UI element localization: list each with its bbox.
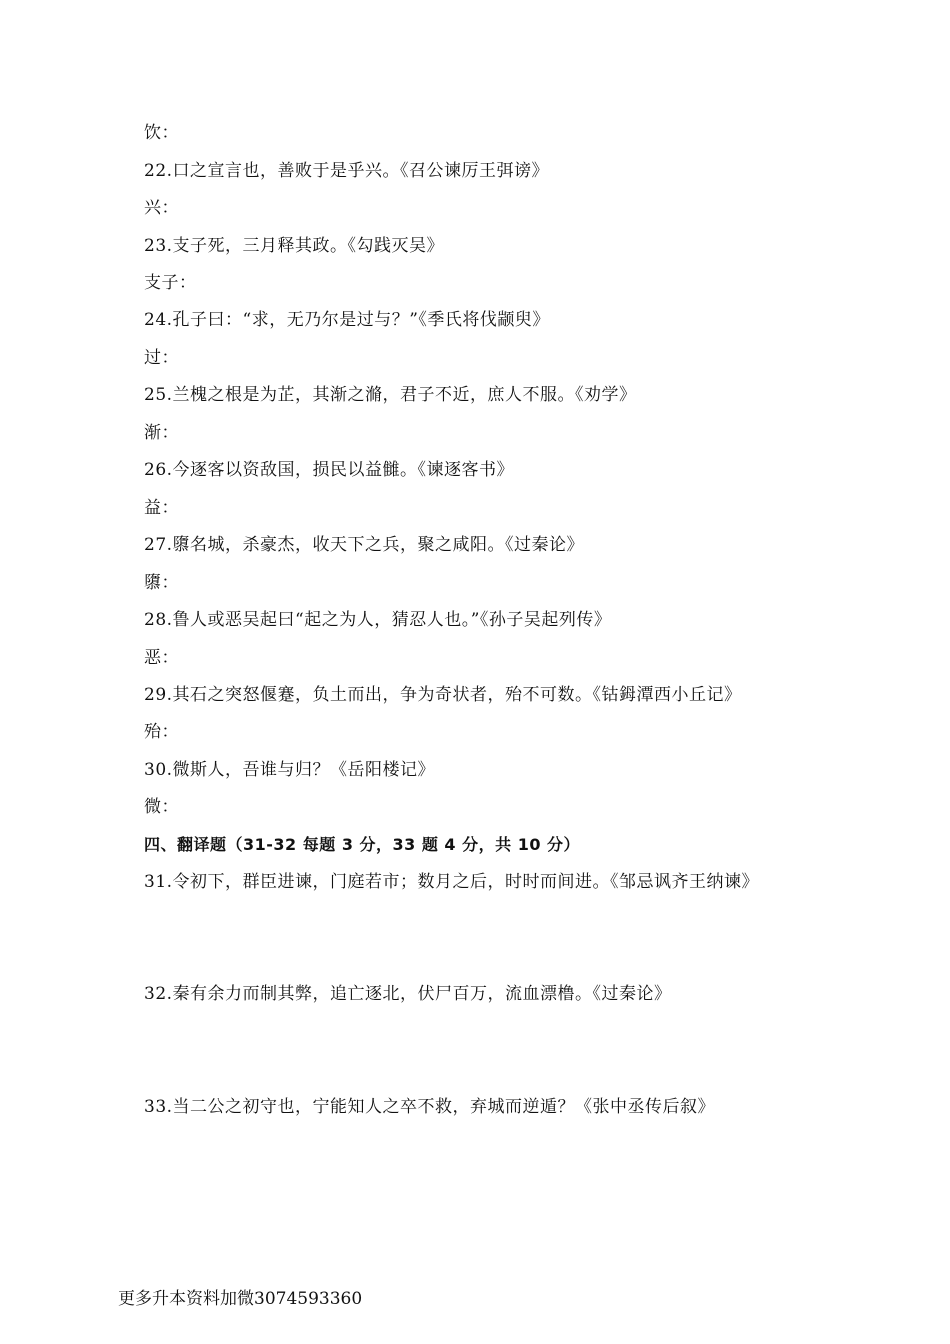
answer-blank-dai: 殆： bbox=[144, 722, 179, 742]
question-22: 22.口之宣言也，善败于是乎兴。《召公谏厉王弭谤》 bbox=[144, 161, 550, 181]
question-24: 24.孔子曰：“求，无乃尔是过与？”《季氏将伐颛臾》 bbox=[144, 310, 550, 330]
question-26: 26.今逐客以资敌国，损民以益雠。《谏逐客书》 bbox=[144, 460, 515, 480]
answer-blank-yi: 益： bbox=[144, 498, 179, 518]
answer-blank-yin: 饮： bbox=[144, 123, 179, 143]
question-33: 33.当二公之初守也，宁能知人之卒不救，弃城而逆遁？《张中丞传后叙》 bbox=[144, 1097, 716, 1117]
question-23: 23.支子死，三月释其政。《勾践灭吴》 bbox=[144, 236, 445, 256]
question-27: 27.隳名城，杀豪杰，收天下之兵，聚之咸阳。《过秦论》 bbox=[144, 535, 585, 555]
answer-blank-xing: 兴： bbox=[144, 198, 179, 218]
question-32: 32.秦有余力而制其弊，追亡逐北，伏尸百万，流血漂橹。《过秦论》 bbox=[144, 984, 672, 1004]
answer-blank-wei: 微： bbox=[144, 797, 179, 817]
answer-blank-zhizi: 支子： bbox=[144, 273, 197, 293]
answer-blank-guo: 过： bbox=[144, 348, 179, 368]
section-heading-translation: 四、翻译题（31-32 每题 3 分，33 题 4 分，共 10 分） bbox=[144, 835, 581, 854]
answer-blank-hui: 隳： bbox=[144, 573, 179, 593]
question-25: 25.兰槐之根是为芷，其渐之滫，君子不近，庶人不服。《劝学》 bbox=[144, 385, 637, 405]
question-31: 31.令初下，群臣进谏，门庭若市；数月之后，时时而间进。《邹忌讽齐王纳谏》 bbox=[144, 872, 760, 892]
footer-note: 更多升本资料加微3074593360 bbox=[118, 1289, 363, 1309]
question-30: 30.微斯人，吾谁与归？《岳阳楼记》 bbox=[144, 760, 436, 780]
answer-blank-wu: 恶： bbox=[144, 648, 179, 668]
question-29: 29.其石之突怒偃蹇，负土而出，争为奇状者，殆不可数。《钴鉧潭西小丘记》 bbox=[144, 685, 742, 705]
question-28: 28.鲁人或恶吴起曰“起之为人，猜忍人也。”《孙子吴起列传》 bbox=[144, 610, 612, 630]
answer-blank-jian: 渐： bbox=[144, 423, 179, 443]
